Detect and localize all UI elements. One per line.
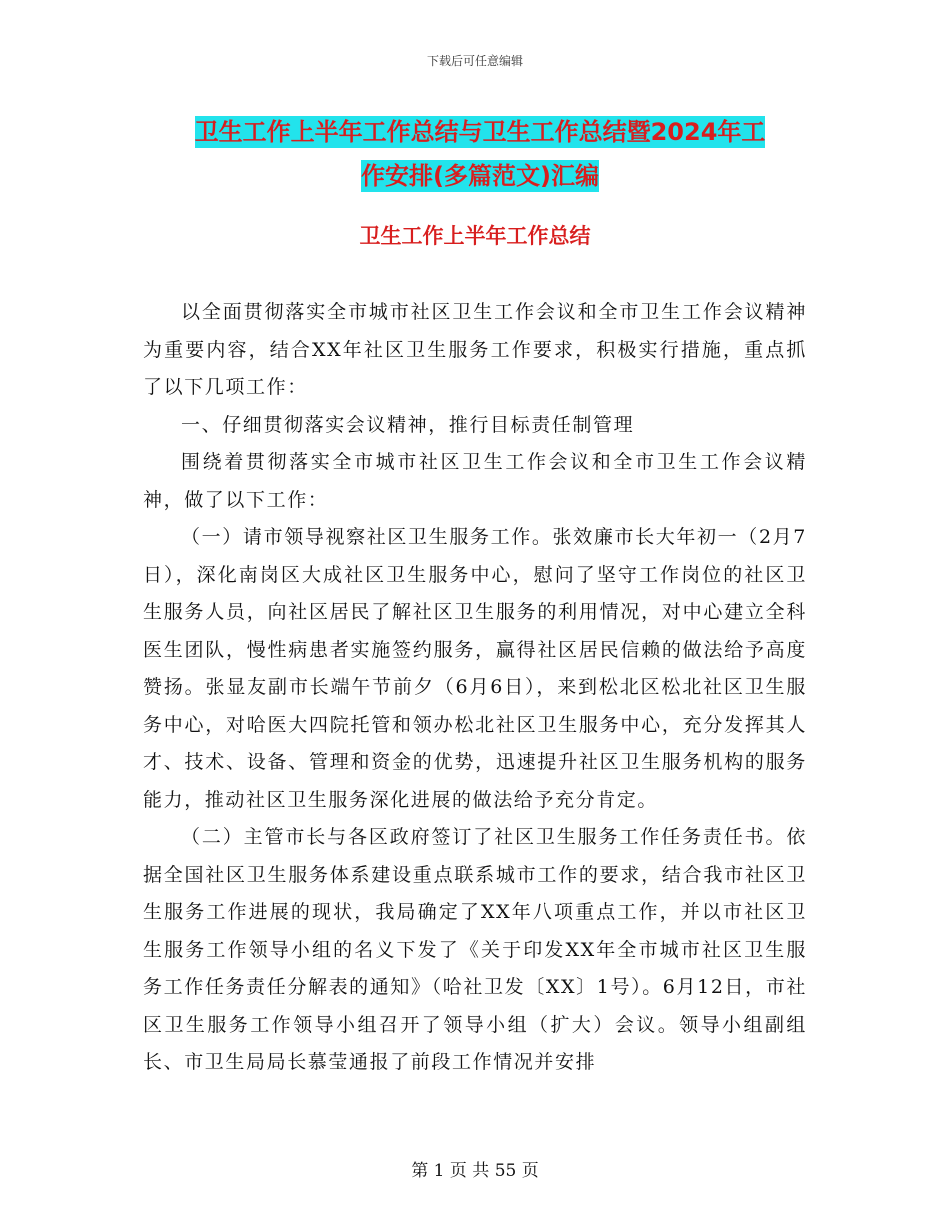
- page-footer: 第 1 页 共 55 页: [411, 1161, 539, 1181]
- section-title: 卫生工作上半年工作总结: [359, 224, 591, 248]
- title-line-1: 卫生工作上半年工作总结与卫生工作总结暨2024年工: [194, 118, 766, 146]
- paragraph: （二）主管市长与各区政府签订了社区卫生服务工作任务责任书。依据全国社区卫生服务体系建设重点联系城市工作的要求，结合我市社区卫生服务工作进展的现状，我局确定了XX年八项重点工作，并以市社区卫生服务工作领导小组的名义下发了《关于印发XX年全市城市社区卫生服务工作任务责任分解表的通知》（哈社卫发〔XX〕1号）。6月12日，市社区卫生服务工作领导小组召开了领导小组（扩大）会议。领导小组副组长、市卫生局局长慕莹通报了前段工作情况并安排: [143, 826, 807, 1073]
- body-text: [143, 294, 807, 1082]
- paragraph: （一）请市领导视察社区卫生服务工作。张效廉市长大年初一（2月7日），深化南岗区大成社区卫生服务中心，慰问了坚守工作岗位的社区卫生服务人员，向社区居民了解社区卫生服务的利用情况，对中心建立全科医生团队，慢性病患者实施签约服务，赢得社区居民信赖的做法给予高度赞扬。张显友副市长端午节前夕（6月6日），来到松北区松北社区卫生服务中心，对哈医大四院托管和领办松北社区卫生服务中心，充分发挥其人才、技术、设备、管理和资金的优势，迅速提升社区卫生服务机构的服务能力，推动社区卫生服务深化进展的做法给予充分肯定。: [143, 526, 807, 811]
- paragraph: 一、仔细贯彻落实会议精神，推行目标责任制管理: [181, 413, 635, 436]
- header-note: 下载后可任意编辑: [426, 54, 523, 68]
- title-line-2: 作安排(多篇范文)汇编: [361, 162, 599, 190]
- paragraph: 围绕着贯彻落实全市城市社区卫生工作会议和全市卫生工作会议精神，做了以下工作：: [143, 451, 807, 511]
- document-title: [140, 110, 820, 198]
- paragraph: 以全面贯彻落实全市城市社区卫生工作会议和全市卫生工作会议精神为重要内容，结合XX年社区卫生服务工作要求，积极实行措施，重点抓了以下几项工作：: [143, 301, 807, 398]
